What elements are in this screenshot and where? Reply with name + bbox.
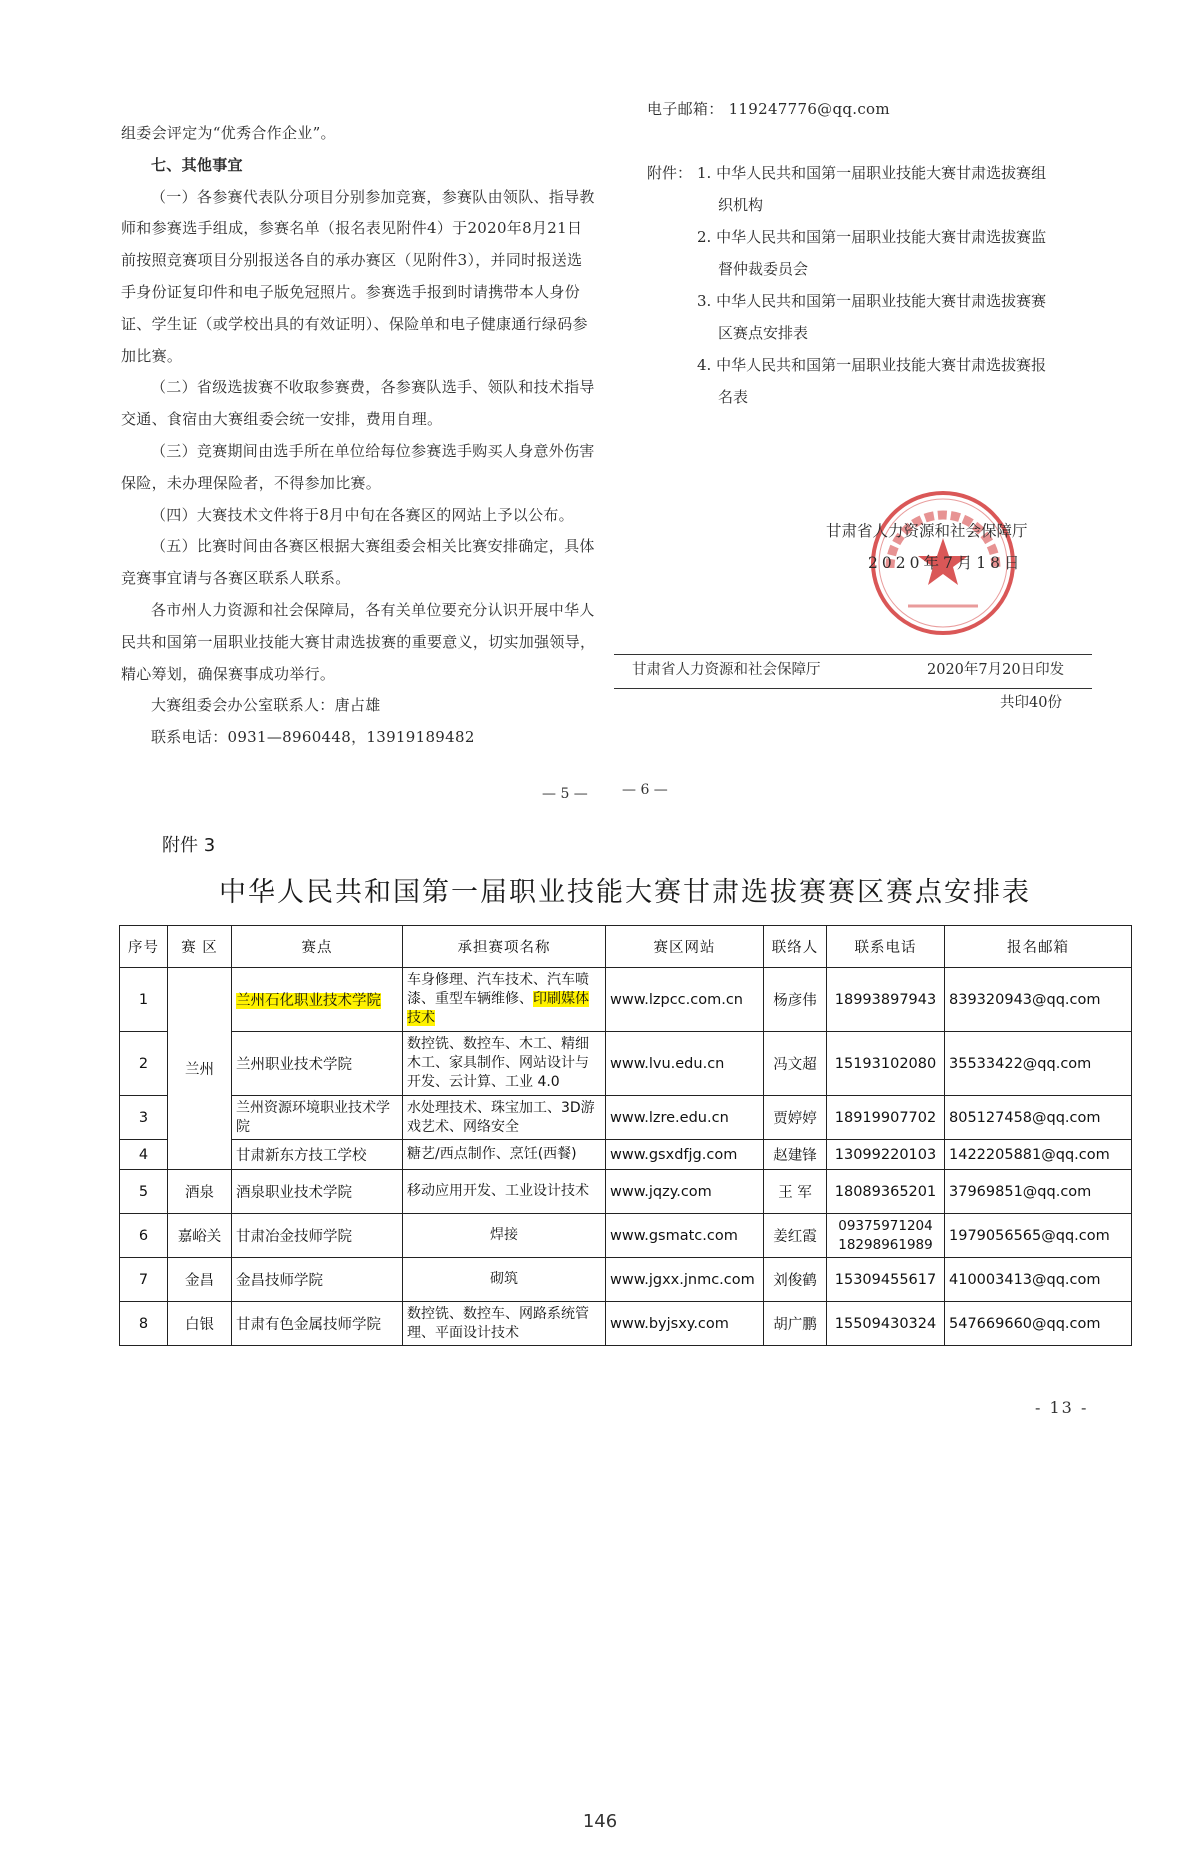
table-title: 中华人民共和国第一届职业技能大赛甘肃选拔赛赛区赛点安排表: [219, 877, 1031, 908]
row-number: 8: [120, 1302, 168, 1346]
footer-org: 甘肃省人力资源和社会保障厅: [632, 662, 821, 678]
contact-cell: 冯文超: [764, 1032, 827, 1096]
website-cell: www.gsxdfjg.com: [606, 1140, 764, 1170]
header-cell: 赛点: [232, 926, 403, 968]
email-cell: 839320943@qq.com: [945, 968, 1132, 1032]
phone-cell: 13099220103: [827, 1140, 945, 1170]
email-cell: 37969851@qq.com: [945, 1170, 1132, 1214]
venue-cell: 甘肃冶金技师学院: [232, 1214, 403, 1258]
paragraph: （三）竞赛期间由选手所在单位给每位参赛选手购买人身意外伤害保险，未办理保险者，不得参加比赛。: [121, 441, 595, 492]
paragraph: 各市州人力资源和社会保障局，各有关单位要充分认识开展中华人民共和国第一届职业技能大赛甘肃选拔赛的重要意义，切实加强领导，精心筹划，确保赛事成功举行。: [121, 600, 596, 683]
contact-cell: 胡广鹏: [764, 1302, 827, 1346]
items-text: 车身修理、汽车技术、汽车喷漆、重型车辆维修、: [407, 972, 589, 1007]
attachment-2-line1: 2. 中华人民共和国第一届职业技能大赛甘肃选拔赛监: [697, 228, 1047, 246]
contact-cell: 杨彦伟: [764, 968, 827, 1032]
signature-org: 甘肃省人力资源和社会保障厅: [826, 522, 1028, 540]
header-cell: 赛区网站: [606, 926, 764, 968]
table-row: [120, 1140, 1132, 1170]
attachment-4-line1: 4. 中华人民共和国第一届职业技能大赛甘肃选拔赛报: [697, 356, 1047, 374]
region-cell: 兰州: [168, 968, 232, 1170]
phone-cell: 18919907702: [827, 1096, 945, 1140]
email-cell: 1422205881@qq.com: [945, 1140, 1132, 1170]
phone-cell: 09375971204 18298961989: [827, 1214, 945, 1258]
email-line: 电子邮箱： 119247776@qq.com: [647, 100, 890, 118]
website-cell: www.jgxx.jnmc.com: [606, 1258, 764, 1302]
items-cell: 移动应用开发、工业设计技术: [403, 1170, 606, 1214]
section-heading: 七、其他事宜: [151, 155, 243, 174]
table-row: [120, 1096, 1132, 1140]
table-row: [120, 968, 1132, 1032]
row-number: 4: [120, 1140, 168, 1170]
contact-person: 大赛组委会办公室联系人：唐占雄: [151, 696, 381, 715]
venue-cell: 酒泉职业技术学院: [232, 1170, 403, 1214]
venue-cell: [232, 968, 403, 1032]
region-cell: 白银: [168, 1302, 232, 1346]
phone-cell: 18089365201: [827, 1170, 945, 1214]
items-cell: 数控铣、数控车、网路系统管理、平面设计技术: [403, 1302, 606, 1346]
venue-cell: 金昌技师学院: [232, 1258, 403, 1302]
header-cell: 联系电话: [827, 926, 945, 968]
highlighted-item: 印刷媒体技术: [407, 991, 589, 1026]
region-cell: 金昌: [168, 1258, 232, 1302]
website-cell: www.lvu.edu.cn: [606, 1032, 764, 1096]
items-cell: [403, 968, 606, 1032]
items-cell: 焊接: [403, 1214, 606, 1258]
paragraph: （一）各参赛代表队分项目分别参加竞赛，参赛队由领队、指导教师和参赛选手组成，参赛名单（报名表见附件4）于2020年8月21日前按照竞赛项目分别报送各自的承办赛区（见附件3），并同时报送选手身份证复印件和电子版免冠照片。参赛选手报到时请携带本人身份证、学生证（或学校出具的有效证明）、保险单和电子健康通行绿码参加比赛。: [121, 187, 595, 365]
attachment-2-line2: 督仲裁委员会: [718, 260, 809, 278]
header-cell: 报名邮箱: [945, 926, 1132, 968]
attachment-3-line1: 3. 中华人民共和国第一届职业技能大赛甘肃选拔赛赛: [697, 292, 1047, 310]
schedule-table: [119, 925, 1132, 1346]
website-cell: www.lzre.edu.cn: [606, 1096, 764, 1140]
region-cell: 嘉峪关: [168, 1214, 232, 1258]
items-cell: 砌筑: [403, 1258, 606, 1302]
appendix-label: 附件 3: [162, 835, 216, 856]
website-cell: www.lzpcc.com.cn: [606, 968, 764, 1032]
row-number: 3: [120, 1096, 168, 1140]
attachments-label: 附件：: [647, 164, 693, 182]
table-row: [120, 1170, 1132, 1214]
phone-cell: 15193102080: [827, 1032, 945, 1096]
left-page-body: [121, 118, 596, 754]
email-cell: 547669660@qq.com: [945, 1302, 1132, 1346]
venue-cell: 兰州职业技术学院: [232, 1032, 403, 1096]
contact-phone: 联系电话：0931—8960448，13919189482: [151, 728, 475, 747]
table-row: [120, 1258, 1132, 1302]
phone-cell: 15309455617: [827, 1258, 945, 1302]
phone-cell: 18993897943: [827, 968, 945, 1032]
row-number: 5: [120, 1170, 168, 1214]
contact-cell: 姜红霞: [764, 1214, 827, 1258]
venue-cell: 甘肃有色金属技师学院: [232, 1302, 403, 1346]
website-cell: www.gsmatc.com: [606, 1214, 764, 1258]
items-cell: 数控铣、数控车、木工、精细木工、家具制作、网站设计与开发、云计算、工业 4.0: [403, 1032, 606, 1096]
paragraph: （五）比赛时间由各赛区根据大赛组委会相关比赛安排确定，具体竞赛事宜请与各赛区联系人联系。: [121, 537, 595, 588]
email-cell: 410003413@qq.com: [945, 1258, 1132, 1302]
email-cell: 805127458@qq.com: [945, 1096, 1132, 1140]
items-cell: 糖艺/西点制作、烹饪(西餐): [403, 1140, 606, 1170]
email-cell: 1979056565@qq.com: [945, 1214, 1132, 1258]
right-page-number: — 6 —: [622, 782, 668, 798]
left-page-number: — 5 —: [542, 786, 588, 802]
contact-cell: 刘俊鹤: [764, 1258, 827, 1302]
email-cell: 35533422@qq.com: [945, 1032, 1132, 1096]
highlighted-venue: 兰州石化职业技术学院: [236, 993, 381, 1009]
row-number: 2: [120, 1032, 168, 1096]
paragraph: （二）省级选拔赛不收取参赛费，各参赛队选手、领队和技术指导交通、食宿由大赛组委会统一安排，费用自理。: [121, 378, 595, 429]
table-row: [120, 1302, 1132, 1346]
footer-date: 2020年7月20日印发: [927, 662, 1065, 678]
header-cell: 赛 区: [168, 926, 232, 968]
header-cell: 承担赛项名称: [403, 926, 606, 968]
copies: 共印40份: [1000, 695, 1062, 711]
row-number: 7: [120, 1258, 168, 1302]
venue-cell: 兰州资源环境职业技术学院: [232, 1096, 403, 1140]
paragraph: 组委会评定为“优秀合作企业”。: [121, 124, 336, 142]
website-cell: www.jqzy.com: [606, 1170, 764, 1214]
contact-cell: 王 军: [764, 1170, 827, 1214]
signature-date: 2020年7月18日: [868, 554, 1024, 572]
phone-cell: 15509430324: [827, 1302, 945, 1346]
region-cell: 酒泉: [168, 1170, 232, 1214]
row-number: 6: [120, 1214, 168, 1258]
website-cell: www.byjsxy.com: [606, 1302, 764, 1346]
appendix-page-number: - 13 -: [1035, 1398, 1089, 1417]
header-cell: 序号: [120, 926, 168, 968]
paragraph: （四）大赛技术文件将于8月中旬在各赛区的网站上予以公布。: [151, 505, 574, 524]
venue-cell: 甘肃新东方技工学校: [232, 1140, 403, 1170]
items-cell: 水处理技术、珠宝加工、3D游戏艺术、网络安全: [403, 1096, 606, 1140]
attachment-1-line1: 1. 中华人民共和国第一届职业技能大赛甘肃选拔赛组: [697, 164, 1047, 182]
table-row: [120, 1214, 1132, 1258]
header-cell: 联络人: [764, 926, 827, 968]
table-row: [120, 1032, 1132, 1096]
table-header-row: [120, 926, 1132, 968]
pdf-page-number: 146: [582, 1811, 618, 1832]
contact-cell: 赵建锋: [764, 1140, 827, 1170]
attachment-1-line2: 织机构: [718, 196, 764, 214]
row-number: 1: [120, 968, 168, 1032]
contact-cell: 贾婷婷: [764, 1096, 827, 1140]
attachment-4-line2: 名表: [718, 388, 749, 406]
attachment-3-line2: 区赛点安排表: [718, 324, 809, 342]
